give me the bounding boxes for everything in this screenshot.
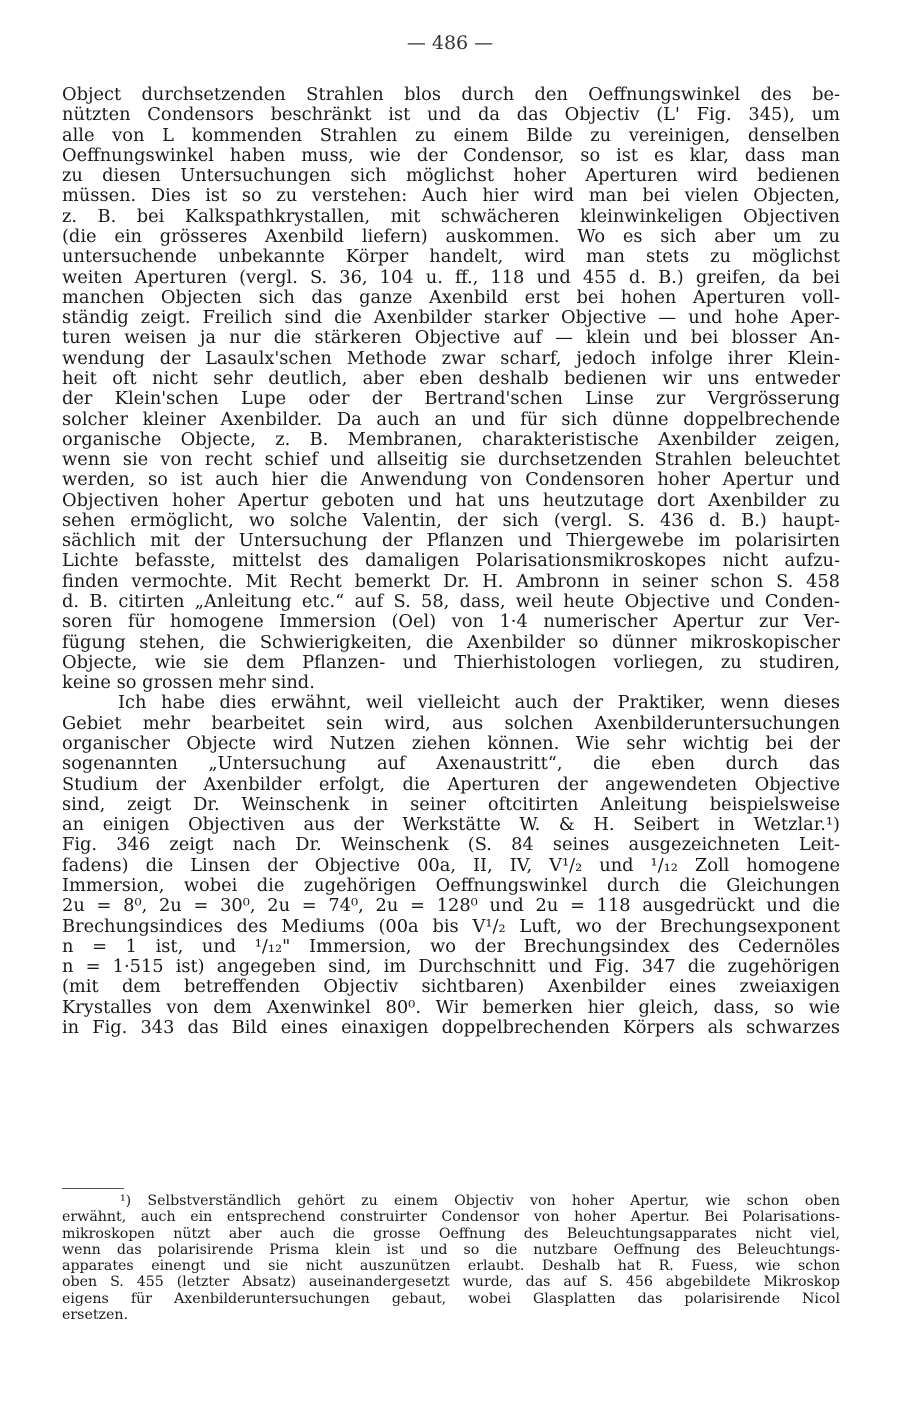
footnote-line: eigens für Axenbilderuntersuchungen gebaut, wobei Glasplatten das polarisirende Nicol [62,1290,840,1307]
text-line: in Fig. 343 das Bild eines einaxigen doppelbrechenden Körpers als schwarzes [62,1016,840,1038]
footnote-line: ersetzen. [62,1307,129,1324]
text-line: Oeffnungswinkel haben muss, wie der Condensor, so ist es klar, dass man [62,144,840,166]
text-line: müssen. Dies ist so zu verstehen: Auch hier wird man bei vielen Objecten, [62,185,840,207]
text-line: Krystalles von dem Axenwinkel 80⁰. Wir bemerken hier gleich, dass, so wie [62,996,840,1018]
text-line: n = 1 ist, und ¹/₁₂" Immersion, wo der Brechungsindex des Cedernöles [62,935,840,957]
footnote-separator [62,1188,124,1189]
text-line: der Klein'schen Lupe oder der Bertrand'schen Linse zur Vergrösserung [62,388,840,410]
text-line: sind, zeigt Dr. Weinschenk in seiner oftcitirten Anleitung beispielsweise [62,793,840,815]
footnote-line: erwähnt, auch ein entsprechend construirter Condensor von hoher Apertur. Bei Polarisations- [62,1209,840,1226]
text-line: (mit dem betreffenden Objectiv sichtbaren) Axenbilder eines zweiaxigen [62,976,840,998]
text-line: z. B. bei Kalkspathkrystallen, mit schwächeren kleinwinkeligen Objectiven [62,205,840,227]
footnote-line: apparates einengt und sie nicht auszunützen erlaubt. Deshalb hat R. Fuess, wie schon [62,1258,840,1275]
footnote-line: ¹) Selbstverständlich gehört zu einem Objectiv von hoher Apertur, wie schon oben [120,1193,840,1209]
text-line: werden, so ist auch hier die Anwendung von Condensoren hoher Apertur und [62,469,840,491]
text-line: weiten Aperturen (vergl. S. 36, 104 u. ff., 118 und 455 d. B.) greifen, da bei [62,266,840,288]
text-line: keine so grossen mehr sind. [62,672,315,694]
text-line: ständig zeigt. Freilich sind die Axenbilder starker Objective — und hohe Aper- [62,307,840,329]
text-line: n = 1·515 ist) angegeben sind, im Durchschnitt und Fig. 347 die zugehörigen [62,956,840,978]
text-line: organische Objecte, z. B. Membranen, charakteristische Axenbilder zeigen, [62,428,840,450]
text-line: Fig. 346 zeigt nach Dr. Weinschenk (S. 84 seines ausgezeichneten Leit- [62,834,840,856]
text-line: wenn sie von recht schief und allseitig sie durchsetzenden Strahlen beleuchtet [62,449,840,471]
footnote-line: wenn das polarisirende Prisma klein ist und so die nutzbare Oeffnung des Beleuchtungs- [62,1241,840,1258]
text-line: nützten Condensors beschränkt ist und da das Objectiv (L' Fig. 345), um [62,104,840,126]
text-line: sächlich mit der Untersuchung der Pflanzen und Thiergewebe im polarisirten [62,530,840,552]
text-line: heit oft nicht sehr deutlich, aber eben deshalb bedienen wir uns entweder [62,367,840,389]
text-line: d. B. citirten „Anleitung etc.“ auf S. 58, dass, weil heute Objective und Conden- [62,591,840,613]
text-line: solcher kleiner Axenbilder. Da auch an und für sich dünne doppelbrechende [62,408,840,430]
text-line: turen weisen ja nur die stärkeren Objective auf — klein und bei blosser An- [62,327,840,349]
text-line: Objecte, wie sie dem Pflanzen- und Thierhistologen vorliegen, zu studiren, [62,651,840,673]
text-line: soren für homogene Immersion (Oel) von 1·4 numerischer Apertur zur Ver- [62,611,840,633]
text-line: (die ein grösseres Axenbild liefern) auskommen. Wo es sich aber um zu [62,225,840,247]
text-line: 2u = 8⁰, 2u = 30⁰, 2u = 74⁰, 2u = 128⁰ und 2u = 118 ausgedrückt und die [62,895,840,917]
footnotes [62,1193,840,1323]
text-line: fügung stehen, die Schwierigkeiten, die Axenbilder so dünner mikroskopischer [62,631,840,653]
text-line: zu diesen Untersuchungen sich möglichst hoher Aperturen wird bedienen [62,165,840,187]
text-line: fadens) die Linsen der Objective 00a, II, IV, V¹/₂ und ¹/₁₂ Zoll homogene [62,854,840,876]
footnote-line: mikroskopen nützt aber auch die grosse Oeffnung des Beleuchtungsapparates nicht viel, [62,1225,840,1242]
text-line: sogenannten „Untersuchung auf Axenaustritt“, die eben durch das [62,753,840,775]
text-line: Immersion, wobei die zugehörigen Oeffnungswinkel durch die Gleichungen [62,874,840,896]
text-line: Lichte befasste, mittelst des damaligen Polarisationsmikroskopes nicht aufzu- [62,550,840,572]
body-text [62,85,840,1038]
text-line: Brechungsindices des Mediums (00a bis V¹/₂ Luft, wo der Brechungsexponent [62,915,840,937]
text-line: Ich habe dies erwähnt, weil vielleicht auch der Praktiker, wenn dieses [118,692,840,714]
text-line: Studium der Axenbilder erfolgt, die Aperturen der angewendeten Objective [62,773,840,795]
text-line: organischer Objecte wird Nutzen ziehen können. Wie sehr wichtig bei der [62,733,840,754]
text-line: manchen Objecten sich das ganze Axenbild erst bei hohen Aperturen voll- [62,286,840,308]
footnote-line: oben S. 455 (letzter Absatz) auseinandergesetzt wurde, das auf S. 456 abgebildete Mikroskop [62,1274,840,1291]
text-line: wendung der Lasaulx'schen Methode zwar scharf, jedoch infolge ihrer Klein- [62,347,840,369]
text-line: finden vermochte. Mit Recht bemerkt Dr. H. Ambronn in seiner schon S. 458 [62,570,840,592]
text-line: Object durchsetzenden Strahlen blos durch den Oeffnungswinkel des be- [62,84,840,105]
text-line: untersuchende unbekannte Körper handelt, wird man stets zu möglichst [62,246,840,268]
text-line: an einigen Objectiven aus der Werkstätte W. & H. Seibert in Wetzlar.¹) [62,814,840,836]
page-number: — 486 — [406,32,494,54]
text-line: sehen ermöglicht, wo solche Valentin, der sich (vergl. S. 436 d. B.) haupt- [62,509,840,531]
text-line: Objectiven hoher Apertur geboten und hat uns heutzutage dort Axenbilder zu [62,489,840,511]
text-line: alle von L kommenden Strahlen zu einem Bilde zu vereinigen, denselben [62,124,840,146]
text-line: Gebiet mehr bearbeitet sein wird, aus solchen Axenbilderuntersuchungen [62,712,840,734]
